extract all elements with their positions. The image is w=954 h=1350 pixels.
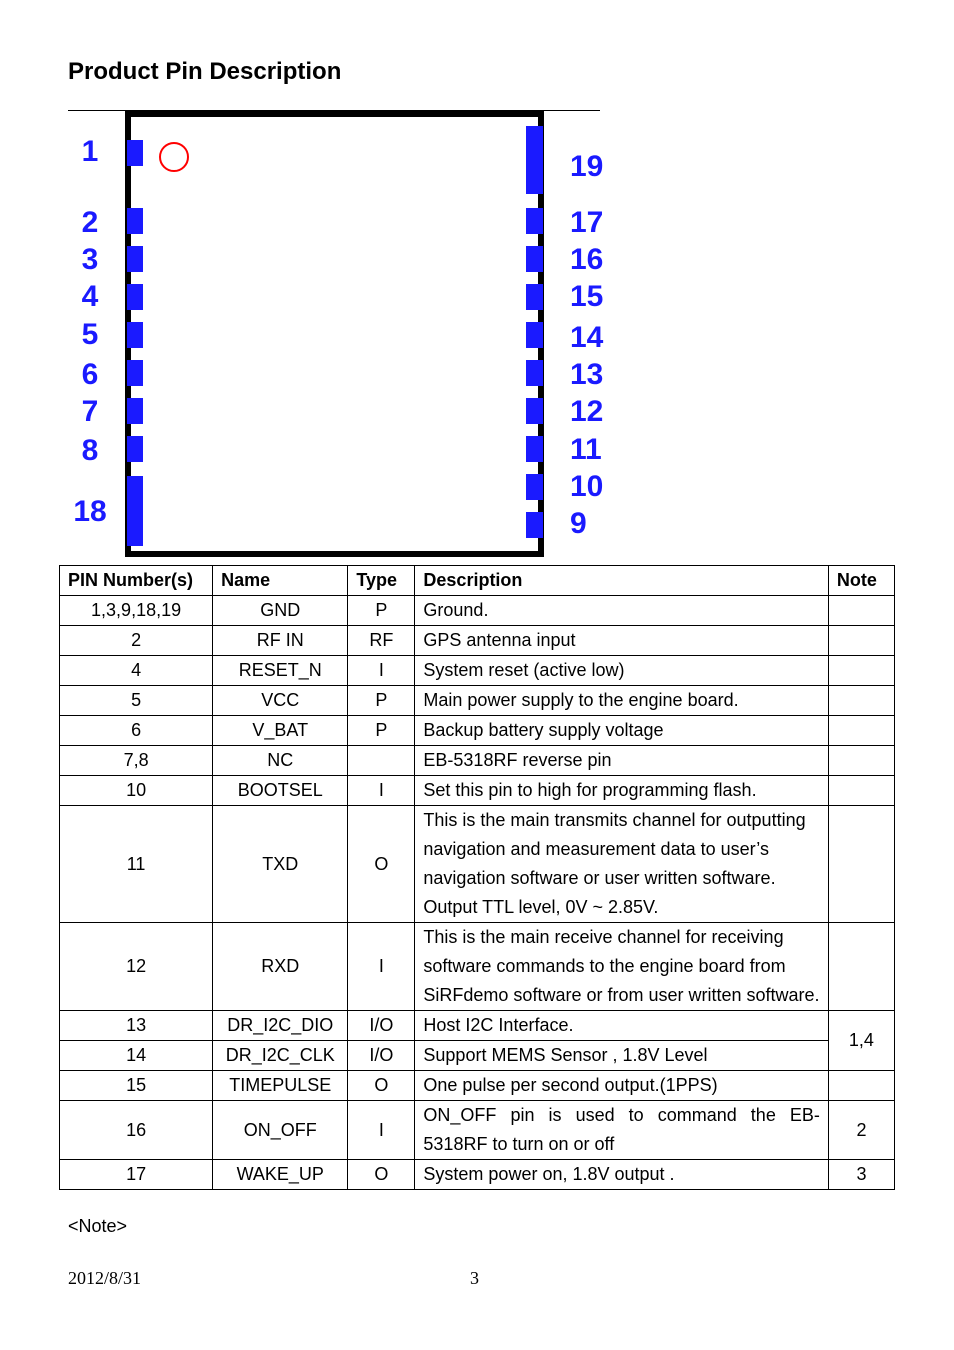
cell-description: Set this pin to high for programming flash. bbox=[415, 776, 828, 806]
right-pin-label: 12 bbox=[570, 394, 604, 428]
cell-note: 2 bbox=[828, 1101, 894, 1160]
right-pin-label: 16 bbox=[570, 242, 604, 276]
cell-pins: 2 bbox=[60, 626, 213, 656]
cell-name: VCC bbox=[213, 686, 348, 716]
cell-name: RXD bbox=[213, 923, 348, 1011]
left-pin-pad bbox=[127, 476, 143, 546]
table-row bbox=[60, 1101, 895, 1160]
table-row bbox=[60, 1041, 895, 1071]
pin-table bbox=[59, 565, 895, 1190]
cell-type: I bbox=[348, 1101, 415, 1160]
right-pin-pad bbox=[526, 126, 543, 194]
cell-description: Main power supply to the engine board. bbox=[415, 686, 828, 716]
cell-description: Backup battery supply voltage bbox=[415, 716, 828, 746]
cell-type: P bbox=[348, 686, 415, 716]
table-row bbox=[60, 656, 895, 686]
header-pin-number: PIN Number(s) bbox=[60, 566, 213, 596]
right-pin-label: 13 bbox=[570, 357, 604, 391]
left-pin-label: 4 bbox=[81, 279, 99, 313]
table-row bbox=[60, 776, 895, 806]
cell-description: Host I2C Interface. bbox=[415, 1011, 828, 1041]
cell-pins: 12 bbox=[60, 923, 213, 1011]
cell-pins: 4 bbox=[60, 656, 213, 686]
cell-description: System power on, 1.8V output . bbox=[415, 1160, 828, 1190]
right-pin-label: 11 bbox=[570, 432, 602, 466]
cell-type: I bbox=[348, 923, 415, 1011]
cell-note bbox=[828, 806, 894, 923]
table-row bbox=[60, 716, 895, 746]
cell-description: ON_OFF pin is used to command the EB-5318RF to turn on or off bbox=[415, 1101, 828, 1160]
cell-description: This is the main receive channel for receiving software commands to the engine board from SiRFdemo software or from user written software. bbox=[415, 923, 828, 1011]
right-pin-label: 9 bbox=[570, 506, 587, 540]
cell-name: TXD bbox=[213, 806, 348, 923]
right-pin-pad bbox=[526, 436, 543, 462]
cell-type: I/O bbox=[348, 1041, 415, 1071]
cell-type: O bbox=[348, 1160, 415, 1190]
page-title: Product Pin Description bbox=[68, 58, 342, 85]
left-pin-label: 8 bbox=[81, 433, 99, 467]
table-row bbox=[60, 626, 895, 656]
cell-note: 1,4 bbox=[828, 1011, 894, 1071]
cell-note bbox=[828, 776, 894, 806]
left-pin-label: 6 bbox=[81, 357, 99, 391]
table-row bbox=[60, 1071, 895, 1101]
right-pin-label: 10 bbox=[570, 469, 604, 503]
cell-note bbox=[828, 716, 894, 746]
cell-name: ON_OFF bbox=[213, 1101, 348, 1160]
right-pin-label: 15 bbox=[570, 279, 604, 313]
left-pin-pad bbox=[127, 208, 143, 234]
cell-note bbox=[828, 686, 894, 716]
header-note: Note bbox=[828, 566, 894, 596]
cell-description: Support MEMS Sensor , 1.8V Level bbox=[415, 1041, 828, 1071]
right-pin-pad bbox=[526, 512, 543, 538]
header-type: Type bbox=[348, 566, 415, 596]
right-pins bbox=[526, 126, 543, 538]
right-pin-label: 19 bbox=[570, 149, 604, 183]
right-pin-pad bbox=[526, 474, 543, 500]
cell-pins: 6 bbox=[60, 716, 213, 746]
cell-note bbox=[828, 656, 894, 686]
cell-description: One pulse per second output.(1PPS) bbox=[415, 1071, 828, 1101]
left-pin-pad bbox=[127, 284, 143, 310]
cell-type: I bbox=[348, 656, 415, 686]
table-row bbox=[60, 596, 895, 626]
cell-type: P bbox=[348, 596, 415, 626]
cell-name: BOOTSEL bbox=[213, 776, 348, 806]
cell-description: EB-5318RF reverse pin bbox=[415, 746, 828, 776]
cell-description: GPS antenna input bbox=[415, 626, 828, 656]
left-pin-pad bbox=[127, 436, 143, 462]
cell-pins: 5 bbox=[60, 686, 213, 716]
cell-name: DR_I2C_CLK bbox=[213, 1041, 348, 1071]
right-pin-pad bbox=[526, 398, 543, 424]
table-row bbox=[60, 686, 895, 716]
table-row bbox=[60, 923, 895, 1011]
cell-description: System reset (active low) bbox=[415, 656, 828, 686]
cell-pins: 17 bbox=[60, 1160, 213, 1190]
left-pin-pad bbox=[127, 360, 143, 386]
left-pin-label: 1 bbox=[81, 134, 99, 168]
cell-type: I bbox=[348, 776, 415, 806]
cell-pins: 15 bbox=[60, 1071, 213, 1101]
right-pin-label: 17 bbox=[570, 205, 604, 239]
cell-note: 3 bbox=[828, 1160, 894, 1190]
cell-note bbox=[828, 746, 894, 776]
cell-name: DR_I2C_DIO bbox=[213, 1011, 348, 1041]
left-pin-label: 3 bbox=[81, 242, 99, 276]
cell-type: RF bbox=[348, 626, 415, 656]
cell-name: NC bbox=[213, 746, 348, 776]
left-pin-pad bbox=[127, 398, 143, 424]
cell-note bbox=[828, 1071, 894, 1101]
note-label: <Note> bbox=[68, 1216, 128, 1236]
right-pin-labels bbox=[570, 150, 604, 540]
left-pin-label: 5 bbox=[81, 317, 99, 351]
cell-pins: 11 bbox=[60, 806, 213, 923]
cell-pins: 14 bbox=[60, 1041, 213, 1071]
right-pin-pad bbox=[526, 208, 543, 234]
cell-type: O bbox=[348, 806, 415, 923]
cell-name: RF IN bbox=[213, 626, 348, 656]
right-pin-pad bbox=[526, 284, 543, 310]
cell-pins: 10 bbox=[60, 776, 213, 806]
cell-name: GND bbox=[213, 596, 348, 626]
left-pin-pad bbox=[127, 140, 143, 166]
cell-type: I/O bbox=[348, 1011, 415, 1041]
page-number: 3 bbox=[470, 1268, 479, 1288]
left-pin-pad bbox=[127, 246, 143, 272]
cell-note bbox=[828, 626, 894, 656]
cell-pins: 16 bbox=[60, 1101, 213, 1160]
left-pin-labels bbox=[73, 135, 106, 528]
table-row bbox=[60, 746, 895, 776]
cell-name: RESET_N bbox=[213, 656, 348, 686]
left-pin-pad bbox=[127, 322, 143, 348]
table-row bbox=[60, 806, 895, 923]
table-row bbox=[60, 1011, 895, 1041]
cell-pins: 1,3,9,18,19 bbox=[60, 596, 213, 626]
cell-pins: 7,8 bbox=[60, 746, 213, 776]
right-pin-pad bbox=[526, 246, 543, 272]
footer-date: 2012/8/31 bbox=[68, 1268, 142, 1288]
cell-note bbox=[828, 923, 894, 1011]
cell-name: WAKE_UP bbox=[213, 1160, 348, 1190]
table-row bbox=[60, 1160, 895, 1190]
cell-pins: 13 bbox=[60, 1011, 213, 1041]
cell-description: This is the main transmits channel for outputting navigation and measurement data to user’s navigation software or user written software. Output TTL level, 0V ~ 2.85V. bbox=[415, 806, 828, 923]
left-pin-label: 7 bbox=[81, 394, 99, 428]
cell-name: TIMEPULSE bbox=[213, 1071, 348, 1101]
right-pin-label: 14 bbox=[570, 320, 604, 354]
module-outline bbox=[128, 114, 541, 554]
right-pin-pad bbox=[526, 322, 543, 348]
right-pin-pad bbox=[526, 360, 543, 386]
header-name: Name bbox=[213, 566, 348, 596]
pin-diagram bbox=[0, 0, 954, 565]
cell-note bbox=[828, 596, 894, 626]
table-header-row bbox=[60, 566, 895, 596]
left-pin-label: 2 bbox=[81, 205, 99, 239]
cell-type bbox=[348, 746, 415, 776]
left-pin-label: 18 bbox=[73, 494, 107, 528]
cell-description: Ground. bbox=[415, 596, 828, 626]
cell-type: O bbox=[348, 1071, 415, 1101]
cell-type: P bbox=[348, 716, 415, 746]
cell-name: V_BAT bbox=[213, 716, 348, 746]
header-description: Description bbox=[415, 566, 828, 596]
